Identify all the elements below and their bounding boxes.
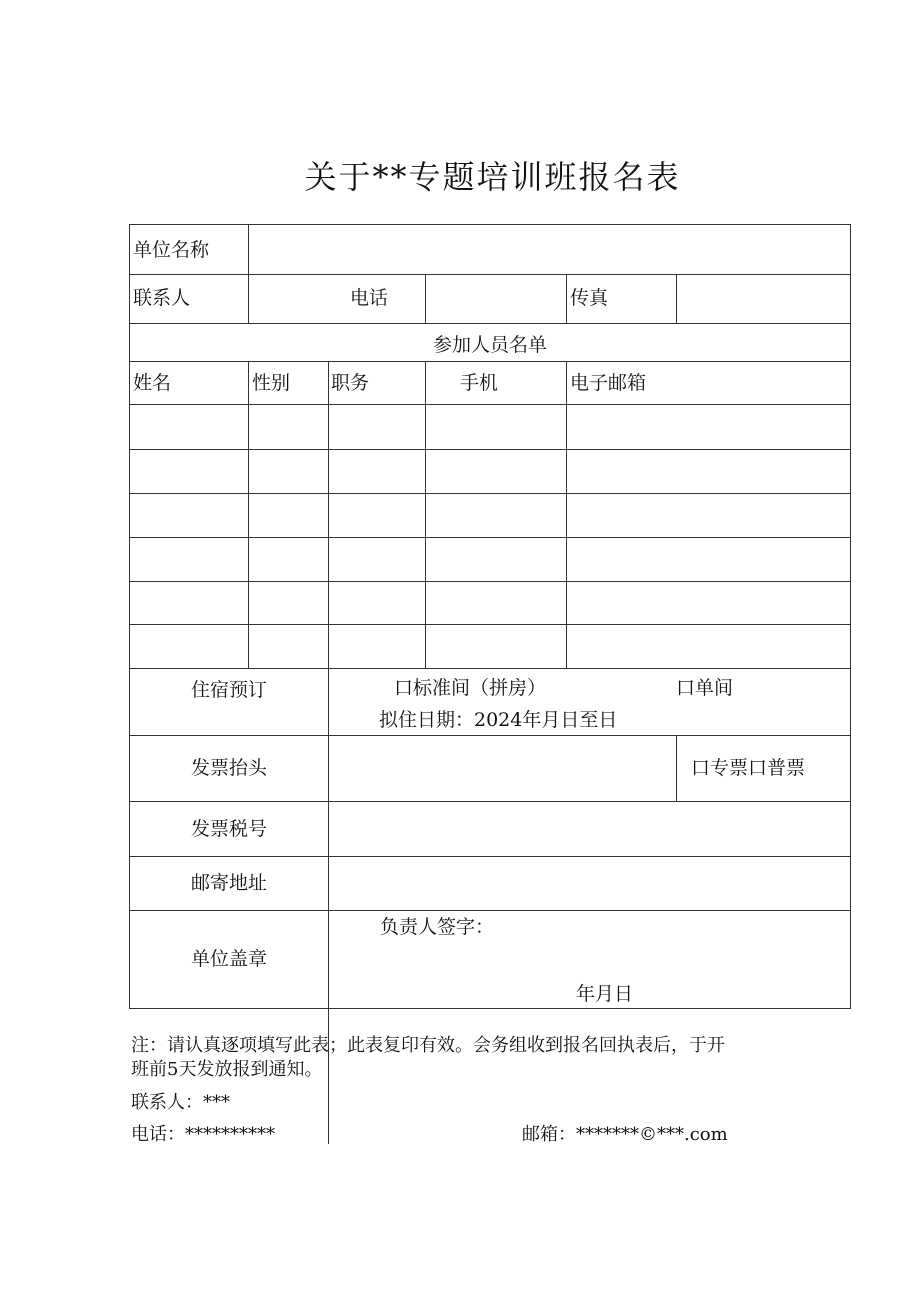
col-divider: [248, 225, 249, 323]
column-header-mobile: 手机: [460, 372, 499, 394]
col-divider: [676, 274, 677, 323]
row-divider: [130, 668, 850, 669]
seal-label: 单位盖章: [190, 948, 267, 970]
row-divider: [130, 323, 850, 324]
row-divider: [130, 404, 850, 405]
column-header-position: 职务: [331, 372, 370, 394]
contact-label: 联系人: [133, 287, 191, 309]
row-divider: [130, 274, 850, 275]
invoice-type-options[interactable]: 口专票口普票: [691, 757, 806, 779]
lodging-dates: 拟住日期：2024年月日至日: [379, 709, 618, 731]
tax-id-label: 发票税号: [190, 818, 267, 840]
row-divider: [130, 581, 850, 582]
contact-email: 邮箱：*******©***.com: [522, 1124, 728, 1145]
row-divider: [130, 801, 850, 802]
registration-form: [129, 224, 851, 1009]
col-divider: [566, 361, 567, 669]
phone-label: 电话: [350, 287, 389, 309]
page-title: 关于**专题培训班报名表: [304, 158, 681, 196]
lodging-single-option[interactable]: 口单间: [676, 677, 734, 699]
column-header-email: 电子邮箱: [570, 372, 647, 394]
row-divider: [130, 493, 850, 494]
signature-date: 年月日: [576, 983, 634, 1005]
invoice-title-label: 发票抬头: [190, 757, 267, 779]
col-divider: [676, 735, 677, 802]
row-divider: [130, 537, 850, 538]
participants-header: 参加人员名单: [432, 334, 547, 356]
col-divider: [425, 361, 426, 669]
col-divider: [328, 361, 329, 1144]
mail-address-label: 邮寄地址: [190, 872, 267, 894]
lodging-standard-option[interactable]: 口标准间（拼房）: [394, 677, 547, 699]
contact-person: 联系人：***: [131, 1092, 230, 1113]
row-divider: [130, 735, 850, 736]
signature-label: 负责人签字：: [380, 916, 495, 938]
row-divider: [130, 910, 850, 911]
fax-label: 传真: [570, 287, 609, 309]
col-divider: [566, 274, 567, 323]
note-line-1: 注：请认真逐项填写此表；此表复印有效。会务组收到报名回执表后，于开: [131, 1035, 725, 1056]
row-divider: [130, 624, 850, 625]
org-name-label: 单位名称: [133, 239, 210, 261]
column-header-gender: 性别: [252, 372, 291, 394]
col-divider: [425, 274, 426, 323]
note-line-2: 班前5天发放报到通知。: [131, 1059, 323, 1080]
lodging-label: 住宿预订: [190, 679, 267, 701]
column-header-name: 姓名: [133, 372, 172, 394]
row-divider: [130, 361, 850, 362]
col-divider: [248, 361, 249, 669]
row-divider: [130, 449, 850, 450]
contact-phone: 电话：**********: [131, 1124, 275, 1145]
row-divider: [130, 856, 850, 857]
